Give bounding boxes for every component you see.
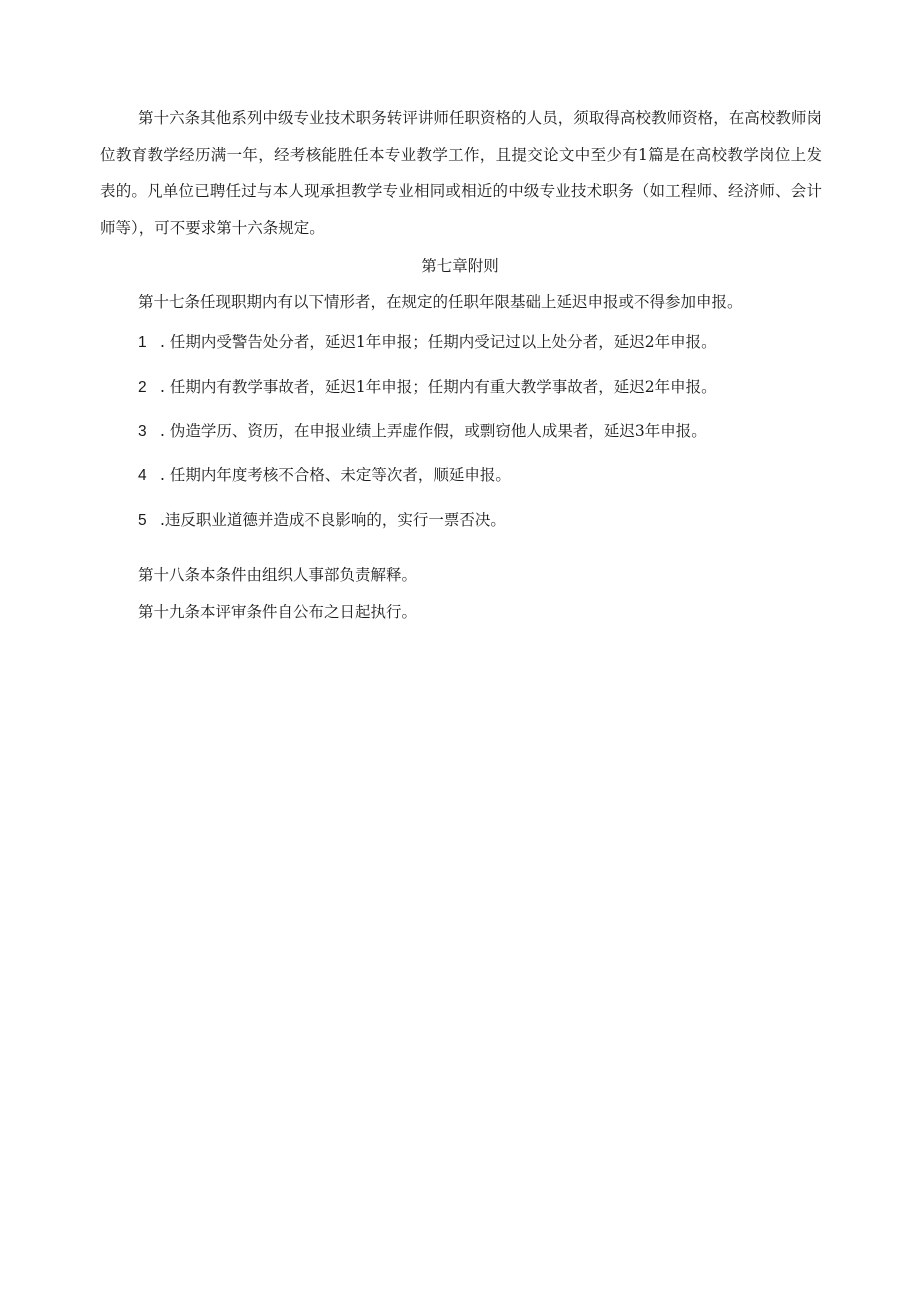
list-item-text: .违反职业道德并造成不良影响的，实行一票否决。 bbox=[160, 511, 506, 529]
list-item-number: 1 bbox=[138, 334, 147, 351]
list-item bbox=[138, 331, 717, 354]
list-item-text: . 任期内年度考核不合格、未定等次者，顺延申报。 bbox=[160, 466, 511, 484]
article-17-text: 第十七条任现职期内有以下情形者，在规定的任职年限基础上延迟申报或不得参加申报。 bbox=[138, 293, 743, 311]
list-item-number: 2 bbox=[138, 379, 147, 396]
list-item-number: 4 bbox=[138, 467, 147, 484]
chapter-7-heading: 第七章附则 bbox=[421, 257, 499, 275]
list-item bbox=[138, 464, 511, 487]
list-item-text: . 伪造学历、资历，在申报业绩上弄虚作假，或剽窃他人成果者，延迟3年申报。 bbox=[160, 422, 707, 440]
list-item bbox=[138, 376, 717, 399]
list-item bbox=[138, 420, 707, 443]
article-16-text: 第十六条其他系列中级专业技术职务转评讲师任职资格的人员，须取得高校教师资格，在高校教师岗位教育教学经历满一年，经考核能胜任本专业教学工作，且提交论文中至少有1篇是在高校教学岗位上发表的。凡单位已聘任过与本人现承担教学专业相同或相近的中级专业技术职务（如工程师、经济师、会计师等），可不要求第十六条规定。 bbox=[100, 109, 822, 237]
list-item-text: . 任期内有教学事故者，延迟1年申报；任期内有重大教学事故者，延迟2年申报。 bbox=[160, 378, 717, 396]
article-19-text: 第十九条本评审条件自公布之日起执行。 bbox=[138, 603, 418, 621]
list-item-number: 5 bbox=[138, 512, 147, 529]
list-item-number: 3 bbox=[138, 423, 147, 440]
list-item bbox=[138, 509, 506, 532]
list-item-text: . 任期内受警告处分者，延迟1年申报；任期内受记过以上处分者，延迟2年申报。 bbox=[160, 333, 717, 351]
article-16-paragraph bbox=[100, 100, 822, 246]
article-18-text: 第十八条本条件由组织人事部负责解释。 bbox=[138, 566, 418, 584]
